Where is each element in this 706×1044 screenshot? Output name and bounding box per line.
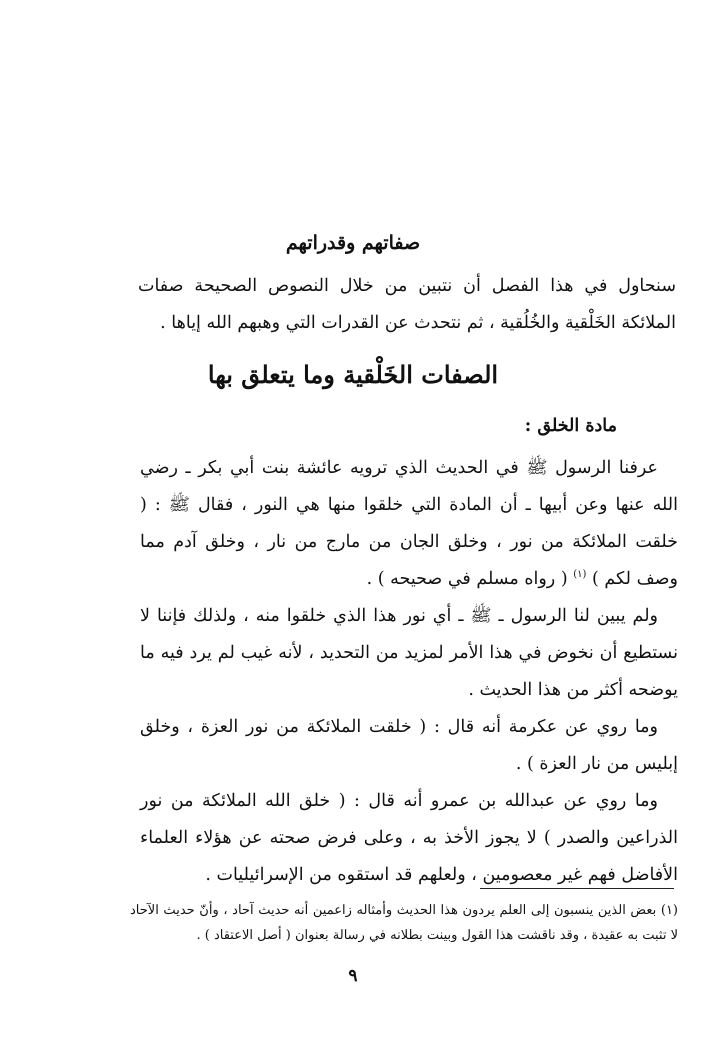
- chapter-title: صفاتهم وقدراتهم: [285, 232, 421, 254]
- paragraph-3: وما روي عن عكرمة أنه قال : ( خلقت الملائكة من نور العزة ، وخلق إبليس من نار العزة ) .: [140, 717, 678, 774]
- main-text: [140, 450, 678, 894]
- intro-paragraph: سنحاول في هذا الفصل أن نتبين من خلال النصوص الصحيحة صفات الملائكة الخَلْقية والخُلُقية ، ثم نتحدث عن القدرات التي وهبهم الله إياها .: [138, 276, 676, 333]
- paragraph-2: ولم يبين لنا الرسول ـ ﷺ ـ أي نور هذا الذي خلقوا منه ، ولذلك فإننا لا نستطيع أن نخوض في هذا الأمر لمزيد من التحديد ، لأنه غيب لم يرد فيه ما يوضحه أكثر من هذا الحديث .: [140, 606, 678, 700]
- subheading: مادة الخلق :: [524, 416, 617, 436]
- page-number: ٩: [348, 966, 358, 986]
- paragraph-4: وما روي عن عبدالله بن عمرو أنه قال : ( خلق الله الملائكة من نور الذراعين والصدر ) لا يجوز الأخذ به ، وعلى فرض صحته عن هؤلاء العلماء الأفاضل فهم غير معصومين ، ولعلهم قد استقوه من الإسرائيليات .: [140, 791, 678, 885]
- paragraph-1-citation: ( رواه مسلم في صحيحه ) .: [366, 569, 574, 589]
- footnote: (١) بعض الذين ينسبون إلى العلم يردون هذا الحديث وأمثاله زاعمين أنه حديث آحاد ، وأنّ حديث الآحاد لا تثبت به عقيدة ، وقد ناقشت هذا القول وبينت بطلانه في رسالة بعنوان ( أصل الاعتقاد ) .: [130, 903, 678, 943]
- paragraph-1-text: عرفنا الرسول ﷺ في الحديث الذي ترويه عائشة بنت أبي بكر ـ رضي الله عنها وعن أبيها ـ أن المادة التي خلقوا منها هي النور ، فقال ﷺ : ( خلقت الملائكة من نور ، وخلق الجان من مارج من نار ، وخلق آدم مما وصف لكم ): [140, 458, 678, 589]
- paragraph-1: [140, 450, 678, 598]
- section-title: الصفات الخَلْقية وما يتعلق بها: [207, 360, 499, 389]
- footnote-divider: [480, 888, 674, 889]
- footnote-reference: (١): [573, 569, 587, 581]
